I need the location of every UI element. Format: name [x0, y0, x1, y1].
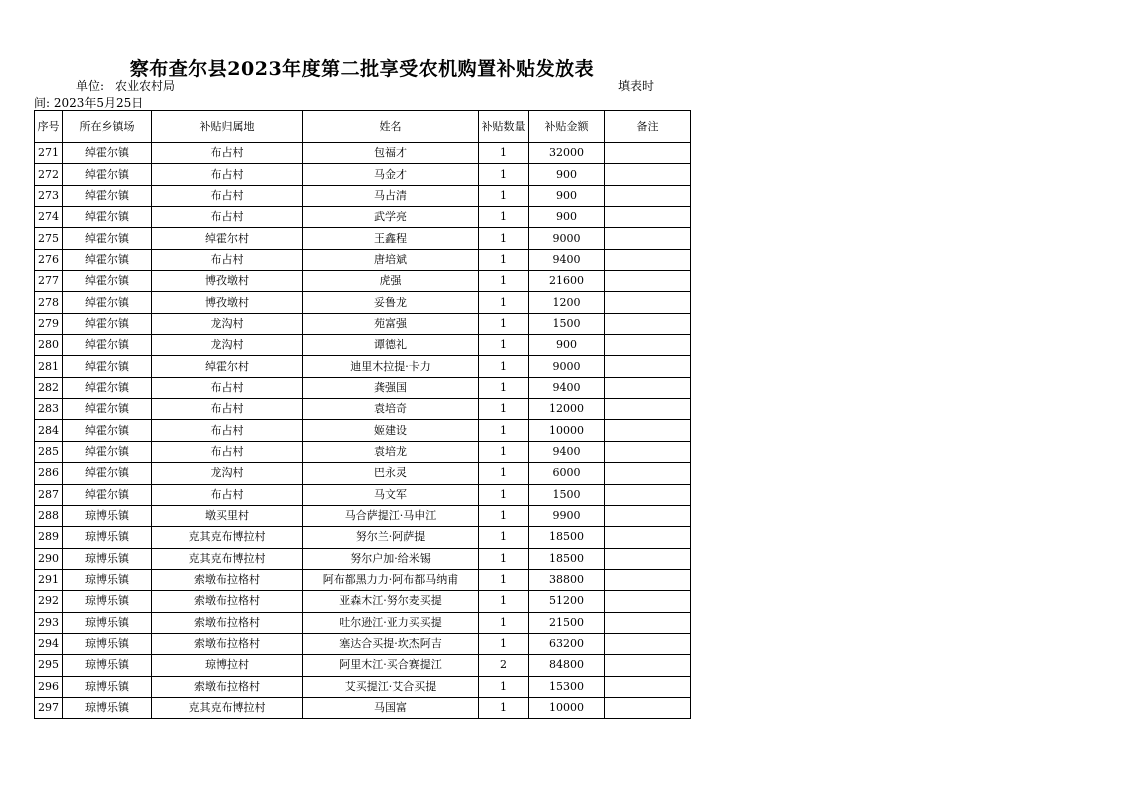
unit-label: 单位:	[76, 79, 105, 93]
cell-quantity: 1	[479, 207, 529, 228]
cell-serial-no: 282	[35, 377, 63, 398]
cell-town: 绰霍尔镇	[63, 228, 152, 249]
cell-quantity: 1	[479, 420, 529, 441]
table-row	[35, 271, 691, 292]
cell-serial-no: 288	[35, 505, 63, 526]
cell-remarks	[605, 591, 691, 612]
cell-name: 袁培龙	[303, 441, 479, 462]
cell-town: 琼博乐镇	[63, 633, 152, 654]
cell-name: 马占清	[303, 185, 479, 206]
table-row	[35, 185, 691, 206]
cell-remarks	[605, 505, 691, 526]
cell-name: 武学亮	[303, 207, 479, 228]
cell-name: 马国富	[303, 697, 479, 718]
cell-village: 布占村	[152, 207, 303, 228]
cell-remarks	[605, 335, 691, 356]
cell-village: 索墩布拉格村	[152, 569, 303, 590]
table-header-row	[35, 111, 691, 143]
cell-name: 唐培斌	[303, 249, 479, 270]
cell-amount: 15300	[529, 676, 605, 697]
cell-remarks	[605, 441, 691, 462]
header-amount: 补贴金额	[529, 111, 605, 143]
cell-serial-no: 273	[35, 185, 63, 206]
header-serial-no: 序号	[35, 111, 63, 143]
cell-village: 龙沟村	[152, 313, 303, 334]
cell-name: 姬建设	[303, 420, 479, 441]
cell-amount: 900	[529, 207, 605, 228]
cell-village: 博孜墩村	[152, 271, 303, 292]
cell-remarks	[605, 207, 691, 228]
cell-quantity: 1	[479, 441, 529, 462]
cell-name: 塞达合买提·坎杰阿吉	[303, 633, 479, 654]
cell-village: 索墩布拉格村	[152, 633, 303, 654]
subsidy-table	[34, 110, 691, 719]
cell-remarks	[605, 313, 691, 334]
table-row	[35, 313, 691, 334]
cell-amount: 900	[529, 164, 605, 185]
cell-name: 马合萨提江·马申江	[303, 505, 479, 526]
cell-quantity: 1	[479, 249, 529, 270]
cell-name: 包福才	[303, 143, 479, 164]
cell-quantity: 1	[479, 292, 529, 313]
cell-serial-no: 292	[35, 591, 63, 612]
header-name: 姓名	[303, 111, 479, 143]
cell-town: 绰霍尔镇	[63, 271, 152, 292]
cell-village: 布占村	[152, 185, 303, 206]
cell-village: 绰霍尔村	[152, 356, 303, 377]
cell-town: 琼博乐镇	[63, 569, 152, 590]
table-body	[35, 143, 691, 719]
cell-village: 索墩布拉格村	[152, 676, 303, 697]
cell-remarks	[605, 143, 691, 164]
cell-remarks	[605, 633, 691, 654]
cell-name: 虎强	[303, 271, 479, 292]
cell-amount: 1200	[529, 292, 605, 313]
cell-quantity: 1	[479, 569, 529, 590]
cell-quantity: 1	[479, 548, 529, 569]
cell-quantity: 1	[479, 676, 529, 697]
cell-amount: 84800	[529, 655, 605, 676]
cell-town: 绰霍尔镇	[63, 399, 152, 420]
cell-quantity: 1	[479, 612, 529, 633]
cell-village: 布占村	[152, 441, 303, 462]
cell-remarks	[605, 484, 691, 505]
cell-name: 艾买提江·艾合买提	[303, 676, 479, 697]
cell-town: 琼博乐镇	[63, 591, 152, 612]
cell-village: 布占村	[152, 399, 303, 420]
table-row	[35, 335, 691, 356]
cell-serial-no: 272	[35, 164, 63, 185]
cell-remarks	[605, 697, 691, 718]
cell-quantity: 1	[479, 335, 529, 356]
cell-serial-no: 289	[35, 527, 63, 548]
cell-town: 绰霍尔镇	[63, 377, 152, 398]
table-row	[35, 420, 691, 441]
cell-amount: 1500	[529, 313, 605, 334]
cell-serial-no: 279	[35, 313, 63, 334]
cell-serial-no: 287	[35, 484, 63, 505]
unit-value: 农业农村局	[115, 79, 176, 93]
cell-serial-no: 290	[35, 548, 63, 569]
table-row	[35, 164, 691, 185]
fill-time-label: 填表时	[618, 79, 655, 93]
cell-village: 布占村	[152, 420, 303, 441]
table-row	[35, 527, 691, 548]
cell-town: 琼博乐镇	[63, 655, 152, 676]
cell-village: 布占村	[152, 249, 303, 270]
table-row	[35, 377, 691, 398]
table-row	[35, 399, 691, 420]
cell-amount: 18500	[529, 527, 605, 548]
cell-remarks	[605, 292, 691, 313]
cell-amount: 63200	[529, 633, 605, 654]
cell-name: 阿里木江·买合赛提江	[303, 655, 479, 676]
table-row	[35, 292, 691, 313]
cell-town: 绰霍尔镇	[63, 484, 152, 505]
cell-amount: 10000	[529, 420, 605, 441]
cell-quantity: 1	[479, 633, 529, 654]
cell-quantity: 1	[479, 591, 529, 612]
cell-serial-no: 294	[35, 633, 63, 654]
cell-village: 布占村	[152, 377, 303, 398]
cell-village: 龙沟村	[152, 463, 303, 484]
cell-village: 龙沟村	[152, 335, 303, 356]
cell-name: 袁培奇	[303, 399, 479, 420]
cell-serial-no: 274	[35, 207, 63, 228]
cell-town: 绰霍尔镇	[63, 463, 152, 484]
cell-quantity: 1	[479, 356, 529, 377]
cell-village: 布占村	[152, 143, 303, 164]
cell-name: 迪里木拉提·卡力	[303, 356, 479, 377]
cell-amount: 9000	[529, 228, 605, 249]
cell-remarks	[605, 527, 691, 548]
cell-name: 马金才	[303, 164, 479, 185]
cell-serial-no: 285	[35, 441, 63, 462]
cell-quantity: 1	[479, 697, 529, 718]
cell-quantity: 1	[479, 313, 529, 334]
cell-village: 绰霍尔村	[152, 228, 303, 249]
cell-remarks	[605, 548, 691, 569]
cell-amount: 32000	[529, 143, 605, 164]
cell-name: 谭德礼	[303, 335, 479, 356]
cell-town: 绰霍尔镇	[63, 313, 152, 334]
cell-amount: 900	[529, 335, 605, 356]
cell-town: 琼博乐镇	[63, 676, 152, 697]
cell-town: 绰霍尔镇	[63, 207, 152, 228]
cell-town: 琼博乐镇	[63, 505, 152, 526]
cell-serial-no: 281	[35, 356, 63, 377]
cell-amount: 38800	[529, 569, 605, 590]
header-town: 所在乡镇场	[63, 111, 152, 143]
cell-village: 克其克布博拉村	[152, 548, 303, 569]
cell-name: 努尔户加·给米锡	[303, 548, 479, 569]
cell-name: 龚强国	[303, 377, 479, 398]
table-row	[35, 463, 691, 484]
cell-serial-no: 283	[35, 399, 63, 420]
cell-name: 阿布都黑力力·阿布都马纳甫	[303, 569, 479, 590]
cell-serial-no: 277	[35, 271, 63, 292]
cell-name: 苑富强	[303, 313, 479, 334]
cell-amount: 21600	[529, 271, 605, 292]
cell-village: 博孜墩村	[152, 292, 303, 313]
cell-town: 绰霍尔镇	[63, 143, 152, 164]
cell-amount: 10000	[529, 697, 605, 718]
cell-quantity: 1	[479, 484, 529, 505]
cell-amount: 51200	[529, 591, 605, 612]
table-row	[35, 249, 691, 270]
table-row	[35, 228, 691, 249]
cell-serial-no: 296	[35, 676, 63, 697]
cell-town: 琼博乐镇	[63, 612, 152, 633]
cell-village: 琼博拉村	[152, 655, 303, 676]
cell-remarks	[605, 612, 691, 633]
cell-serial-no: 278	[35, 292, 63, 313]
cell-serial-no: 293	[35, 612, 63, 633]
cell-name: 王鑫程	[303, 228, 479, 249]
cell-village: 布占村	[152, 164, 303, 185]
cell-remarks	[605, 249, 691, 270]
cell-quantity: 1	[479, 164, 529, 185]
table-row	[35, 633, 691, 654]
table-row	[35, 697, 691, 718]
cell-remarks	[605, 271, 691, 292]
table-row	[35, 591, 691, 612]
cell-name: 妥鲁龙	[303, 292, 479, 313]
cell-village: 克其克布博拉村	[152, 697, 303, 718]
cell-amount: 900	[529, 185, 605, 206]
table-row	[35, 569, 691, 590]
cell-serial-no: 276	[35, 249, 63, 270]
cell-village: 索墩布拉格村	[152, 612, 303, 633]
cell-name: 马文军	[303, 484, 479, 505]
cell-town: 绰霍尔镇	[63, 335, 152, 356]
cell-quantity: 1	[479, 271, 529, 292]
cell-remarks	[605, 420, 691, 441]
table-row	[35, 655, 691, 676]
cell-quantity: 1	[479, 505, 529, 526]
cell-name: 努尔兰·阿萨提	[303, 527, 479, 548]
cell-town: 绰霍尔镇	[63, 249, 152, 270]
cell-serial-no: 286	[35, 463, 63, 484]
cell-amount: 1500	[529, 484, 605, 505]
cell-serial-no: 271	[35, 143, 63, 164]
cell-town: 绰霍尔镇	[63, 420, 152, 441]
cell-serial-no: 295	[35, 655, 63, 676]
document-title: 察布查尔县2023年度第二批享受农机购置补贴发放表	[129, 58, 595, 80]
cell-serial-no: 297	[35, 697, 63, 718]
cell-town: 绰霍尔镇	[63, 441, 152, 462]
cell-quantity: 1	[479, 228, 529, 249]
cell-name: 吐尔逊江·亚力买买提	[303, 612, 479, 633]
cell-town: 绰霍尔镇	[63, 292, 152, 313]
fill-date: 间: 2023年5月25日	[34, 96, 144, 110]
cell-quantity: 1	[479, 527, 529, 548]
table-row	[35, 548, 691, 569]
header-remarks: 备注	[605, 111, 691, 143]
cell-quantity: 1	[479, 185, 529, 206]
cell-town: 绰霍尔镇	[63, 356, 152, 377]
cell-quantity: 1	[479, 463, 529, 484]
cell-serial-no: 275	[35, 228, 63, 249]
cell-amount: 12000	[529, 399, 605, 420]
table-row	[35, 484, 691, 505]
cell-serial-no: 284	[35, 420, 63, 441]
cell-amount: 9400	[529, 249, 605, 270]
cell-remarks	[605, 377, 691, 398]
cell-serial-no: 291	[35, 569, 63, 590]
cell-town: 琼博乐镇	[63, 548, 152, 569]
cell-remarks	[605, 569, 691, 590]
cell-remarks	[605, 676, 691, 697]
cell-remarks	[605, 655, 691, 676]
cell-remarks	[605, 185, 691, 206]
cell-remarks	[605, 164, 691, 185]
cell-town: 琼博乐镇	[63, 527, 152, 548]
cell-quantity: 2	[479, 655, 529, 676]
cell-amount: 9400	[529, 441, 605, 462]
cell-amount: 9900	[529, 505, 605, 526]
cell-serial-no: 280	[35, 335, 63, 356]
cell-town: 绰霍尔镇	[63, 185, 152, 206]
cell-town: 绰霍尔镇	[63, 164, 152, 185]
cell-town: 琼博乐镇	[63, 697, 152, 718]
cell-amount: 6000	[529, 463, 605, 484]
cell-remarks	[605, 399, 691, 420]
header-village: 补贴归属地	[152, 111, 303, 143]
cell-amount: 9400	[529, 377, 605, 398]
table-row	[35, 143, 691, 164]
cell-name: 亚森木江·努尔麦买提	[303, 591, 479, 612]
cell-village: 克其克布博拉村	[152, 527, 303, 548]
table-row	[35, 505, 691, 526]
cell-amount: 18500	[529, 548, 605, 569]
cell-village: 布占村	[152, 484, 303, 505]
header-quantity: 补贴数量	[479, 111, 529, 143]
cell-remarks	[605, 228, 691, 249]
table-row	[35, 441, 691, 462]
cell-village: 索墩布拉格村	[152, 591, 303, 612]
cell-name: 巴永灵	[303, 463, 479, 484]
cell-remarks	[605, 463, 691, 484]
cell-amount: 9000	[529, 356, 605, 377]
cell-village: 墩买里村	[152, 505, 303, 526]
cell-quantity: 1	[479, 143, 529, 164]
table-row	[35, 676, 691, 697]
table-row	[35, 612, 691, 633]
cell-quantity: 1	[479, 399, 529, 420]
cell-quantity: 1	[479, 377, 529, 398]
cell-amount: 21500	[529, 612, 605, 633]
table-row	[35, 356, 691, 377]
table-row	[35, 207, 691, 228]
cell-remarks	[605, 356, 691, 377]
